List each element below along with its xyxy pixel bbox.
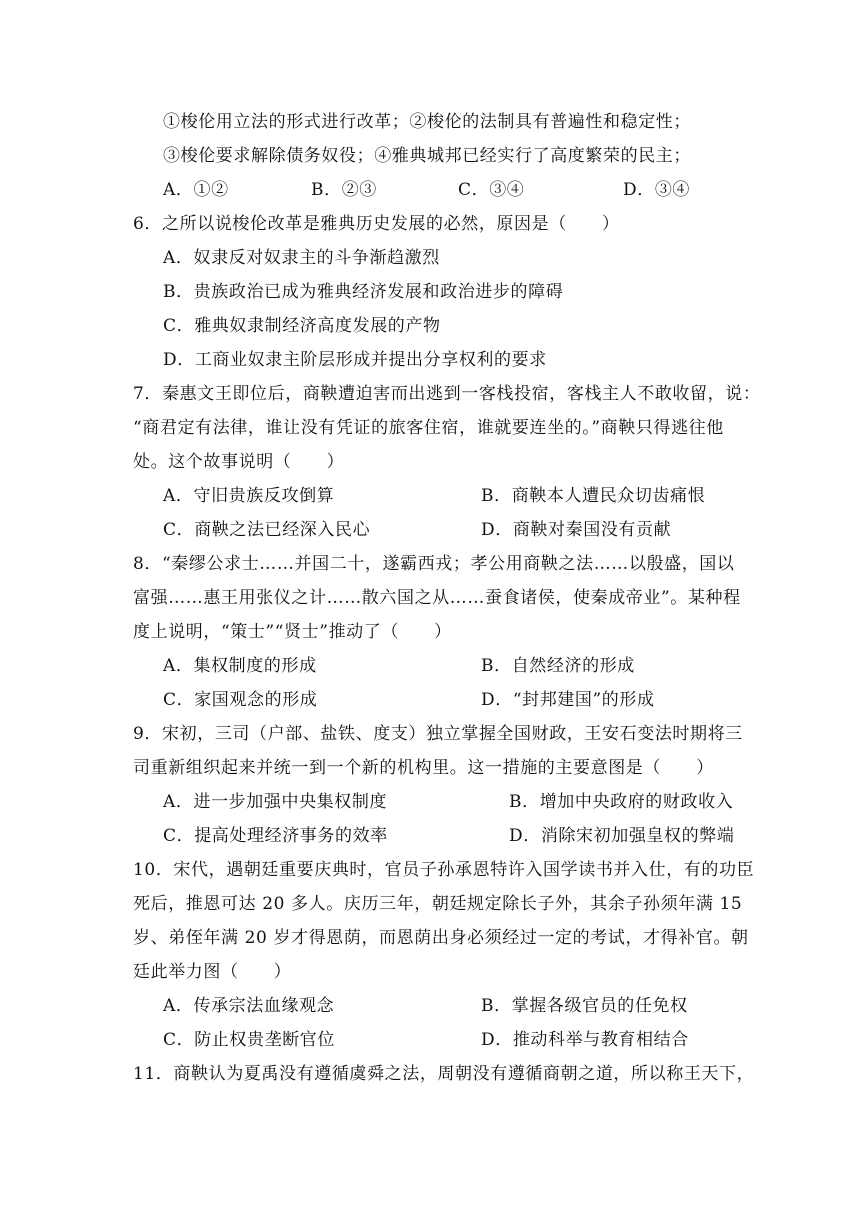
- q6-option-b: B．贵族政治已成为雅典经济发展和政治进步的障碍: [163, 282, 564, 302]
- q7-option-d: D．商鞅对秦国没有贡献: [481, 520, 672, 540]
- q10-option-a: A．传承宗法血缘观念: [163, 996, 335, 1016]
- q10-stem-line-3: 岁、弟侄年满 20 岁才得恩荫，而恩荫出身必须经过一定的考试，才得补官。朝: [133, 928, 749, 948]
- q10-option-d: D．推动科举与教育相结合: [481, 1030, 689, 1050]
- q6-stem: 6．之所以说梭伦改革是雅典历史发展的必然，原因是（ ）: [133, 214, 620, 234]
- q8-stem-line-3: 度上说明，“策士”“贤士”推动了（ ）: [133, 622, 452, 642]
- q7-option-b: B．商鞅本人遭民众切齿痛恨: [481, 486, 706, 506]
- q5-option-b: B．②③: [311, 180, 377, 200]
- q5-option-a: A．①②: [163, 180, 229, 200]
- q5-option-c: C．③④: [458, 180, 525, 200]
- q8-stem-line-2: 富强……惠王用张仪之计……散六国之从……蚕食诸侯，使秦成帝业”。某种程: [133, 588, 741, 608]
- q6-option-c: C．雅典奴隶制经济高度发展的产物: [163, 316, 441, 336]
- q10-option-b: B．掌握各级官员的任免权: [481, 996, 688, 1016]
- q10-stem-line-4: 廷此举力图（ ）: [133, 962, 292, 982]
- q10-stem-line-2: 死后，推恩可达 20 多人。庆历三年，朝廷规定除长子外，其余子孙须年满 15: [133, 894, 743, 914]
- q7-stem-line-3: 处。这个故事说明（ ）: [133, 452, 345, 472]
- statement-line-1: ①梭伦用立法的形式进行改革；②梭伦的法制具有普遍性和稳定性；: [163, 112, 691, 132]
- q8-option-a: A．集权制度的形成: [163, 656, 317, 676]
- q5-option-d: D．③④: [623, 180, 691, 200]
- q10-option-c: C．防止权贵垄断官位: [163, 1030, 336, 1050]
- q9-stem-line-2: 司重新组织起来并统一到一个新的机构里。这一措施的主要意图是（ ）: [133, 758, 714, 778]
- q8-stem-line-1: 8．“秦缪公求士……并国二十，遂霸西戎；孝公用商鞅之法……以殷盛，国以: [133, 554, 735, 574]
- q7-stem-line-2: “商君定有法律，谁让没有凭证的旅客住宿，谁就要连坐的。”商鞅只得逃往他: [133, 418, 724, 438]
- q11-stem-line-1: 11．商鞅认为夏禹没有遵循虞舜之法，周朝没有遵循商朝之道，所以称王天下，: [133, 1064, 755, 1084]
- q9-option-c: C．提高处理经济事务的效率: [163, 826, 388, 846]
- q9-option-b: B．增加中央政府的财政收入: [509, 792, 734, 812]
- statement-line-2: ③梭伦要求解除债务奴役；④雅典城邦已经实行了高度繁荣的民主；: [163, 146, 691, 166]
- q8-option-c: C．家国观念的形成: [163, 690, 318, 710]
- q6-option-d: D．工商业奴隶主阶层形成并提出分享权利的要求: [163, 350, 547, 370]
- q6-option-a: A．奴隶反对奴隶主的斗争渐趋激烈: [163, 248, 440, 268]
- q7-option-c: C．商鞅之法已经深入民心: [163, 520, 371, 540]
- q9-stem-line-1: 9．宋初，三司（户部、盐铁、度支）独立掌握全国财政，王安石变法时期将三: [133, 724, 743, 744]
- q7-stem-line-1: 7．秦惠文王即位后，商鞅遭迫害而出逃到一客栈投宿，客栈主人不敢收留，说：: [133, 384, 761, 404]
- q7-option-a: A．守旧贵族反攻倒算: [163, 486, 335, 506]
- q9-option-d: D．消除宋初加强皇权的弊端: [509, 826, 735, 846]
- q9-option-a: A．进一步加强中央集权制度: [163, 792, 388, 812]
- q10-stem-line-1: 10．宋代，遇朝廷重要庆典时，官员子孙承恩特许入国学读书并入仕，有的功臣: [133, 860, 755, 880]
- q8-option-b: B．自然经济的形成: [481, 656, 635, 676]
- q8-option-d: D．“封邦建国”的形成: [481, 690, 655, 710]
